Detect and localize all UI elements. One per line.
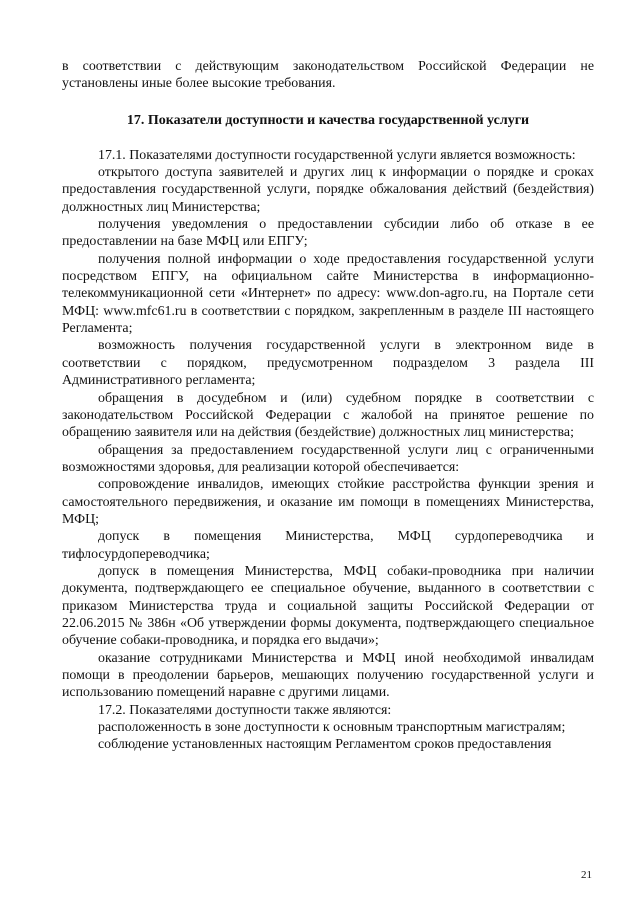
paragraph-deadlines: соблюдение установленных настоящим Регламентом сроков предоставления <box>98 737 552 753</box>
document-body <box>62 58 594 754</box>
paragraph-assistance: оказание сотрудниками Министерства и МФЦ иной необходимой инвалидам помощи в преодолении барьеров, мешающих получению государственной услуги и использованию помещений наравне с другими лицами. <box>62 650 594 701</box>
page-number: 21 <box>581 869 592 881</box>
paragraph-interpreter: допуск в помещения Министерства, МФЦ сурдопереводчика и тифлосурдопереводчика; <box>62 529 594 562</box>
paragraph-transport: расположенность в зоне доступности к основным транспортным магистралям; <box>98 720 566 736</box>
paragraph-full-info: получения полной информации о ходе предоставления государственной услуги посредством ЕПГУ, на официальном сайте Министерства в информационно-телекоммуникационной сети «Интернет» по адресу: www.don-agro.ru, на Портале сети МФЦ: www.mfc61.ru в соответствии с порядком, закрепленным в разделе III настоящего Регламента; <box>62 251 594 337</box>
paragraph-escort: сопровождение инвалидов, имеющих стойкие расстройства функции зрения и самостоятельного передвижения, и оказание им помощи в помещениях Министерства, МФЦ; <box>62 477 594 527</box>
paragraph-disabled-access: обращения за предоставлением государственной услуги лиц с ограниченными возможностями здоровья, для реализации которой обеспечивается: <box>62 442 594 475</box>
paragraph-notification: получения уведомления о предоставлении субсидии либо об отказе в ее предоставлении на базе МФЦ или ЕПГУ; <box>62 217 594 250</box>
paragraph-electronic: возможность получения государственной услуги в электронном виде в соответствии с порядком, предусмотренном подразделом 3 раздела III Административного регламента; <box>62 338 594 389</box>
paragraph-17-2: 17.2. Показателями доступности также являются: <box>98 702 392 718</box>
section-title: 17. Показатели доступности и качества государственной услуги <box>126 112 530 128</box>
paragraph-appeal: обращения в досудебном и (или) судебном порядке в соответствии с законодательством Российской Федерации с жалобой на принятое решение по обращению заявителя или на действия (бездействие) должностных лиц министерства; <box>62 390 594 441</box>
intro-paragraph: в соответствии с действующим законодательством Российской Федерации не установлены иные более высокие требования. <box>62 59 594 92</box>
paragraph-guide-dog: допуск в помещения Министерства, МФЦ собаки-проводника при наличии документа, подтверждающего ее специальное обучение, выданного в соответствии с приказом Министерства труда и социальной защиты Российской Федерации от 22.06.2015 № 386н «Об утверждении формы документа, подтверждающего специальное обучение собаки-проводника, и порядка его выдачи»; <box>62 563 594 649</box>
paragraph-17-1: 17.1. Показателями доступности государственной услуги является возможность: <box>98 147 576 163</box>
paragraph-open-access: открытого доступа заявителей и других лиц к информации о порядке и сроках предоставления государственной услуги, порядке обжалования действий (бездействия) должностных лиц Министерства; <box>62 165 594 215</box>
